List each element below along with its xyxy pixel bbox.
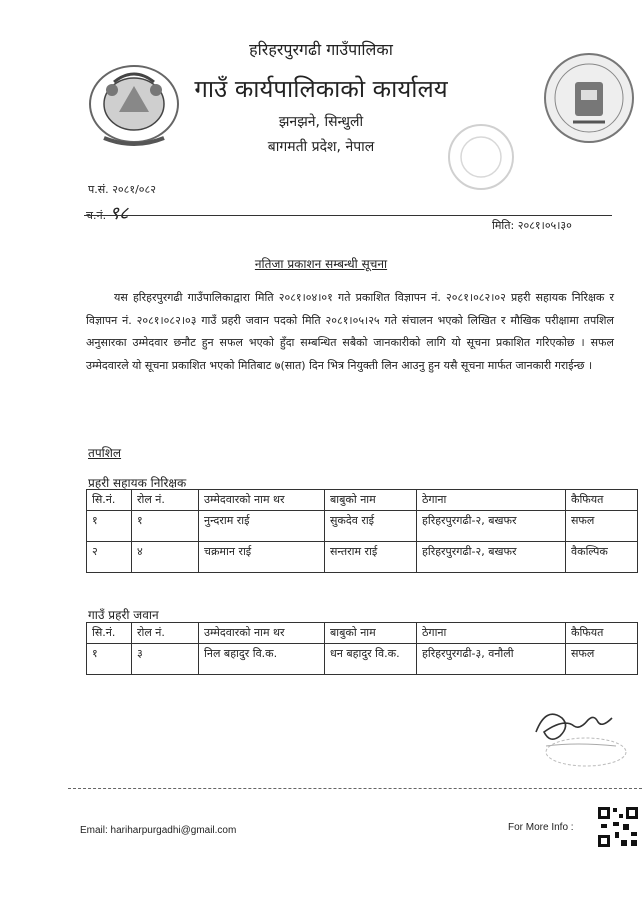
- col-name: उम्मेदवारको नाम थर: [199, 490, 325, 511]
- notice-title: नतिजा प्रकाशन सम्बन्धी सूचना: [254, 257, 388, 271]
- ref-ps: [88, 182, 156, 197]
- cell: सफल: [566, 644, 638, 675]
- ref-rule: [84, 215, 612, 216]
- cell: २: [87, 542, 132, 573]
- footer-email: Email: hariharpurgadhi@gmail.com: [80, 825, 237, 836]
- table-header-row: [87, 623, 638, 644]
- cell: नुन्दराम राई: [199, 511, 325, 542]
- cell: वैकल्पिक: [566, 542, 638, 573]
- cell: हरिहरपुरगढी-२, बखफर: [417, 542, 566, 573]
- org-name: हरिहरपुरगढी गाउँपालिका: [249, 40, 393, 59]
- col-sn: सि.नं.: [87, 490, 132, 511]
- results-table-2: [86, 622, 638, 675]
- location-line2: बागमती प्रदेश, नेपाल: [267, 139, 375, 155]
- col-father: बाबुको नाम: [325, 623, 417, 644]
- date-label: मिति:: [492, 219, 515, 232]
- cell: हरिहरपुरगढी-२, बखफर: [417, 511, 566, 542]
- cn-label: च.नं.: [86, 209, 107, 222]
- col-remarks: कैफियत: [566, 490, 638, 511]
- cell: १: [132, 511, 199, 542]
- table-row: [87, 511, 638, 542]
- table1-caption: प्रहरी सहायक निरिक्षक: [88, 476, 187, 490]
- cell: १: [87, 644, 132, 675]
- faint-stamp: [446, 122, 516, 192]
- cell: सुकदेव राई: [325, 511, 417, 542]
- date-value: २०८१।०५।३०: [517, 219, 572, 232]
- col-father: बाबुको नाम: [325, 490, 417, 511]
- table-row: [87, 542, 638, 573]
- cell: १: [87, 511, 132, 542]
- cn-value: ९८: [109, 203, 129, 224]
- col-address: ठेगाना: [417, 623, 566, 644]
- results-table-1: [86, 489, 638, 573]
- notice-body: यस हरिहरपुरगढी गाउँपालिकाद्वारा मिति २०८१।०४।०१ गते प्रकाशित विज्ञापन नं. २०८१।०८२।०२ प्रहरी सहायक निरिक्षक र विज्ञापन नं. २०८१।०८२।०३ गाउँ प्रहरी जवान पदको मिति २०८१।०५।२५ गते संचालन भएको लिखित र मौखिक परीक्षामा तपशिल अनुसारका उम्मेदवार छनौट हुन सफल भएको हुँदा सम्बन्धित सबैको जानकारीको लागि यो सूचना प्रकाशित गरिएकोछ । सफल उम्मेदवारले यो सूचना प्रकाशित भएको मितिबाट ७(सात) दिन भित्र नियुक्ती लिन आउनु हुन यसै सूचना मार्फत जानकारी गराईन्छ ।: [86, 291, 614, 372]
- signature: [524, 694, 634, 774]
- col-roll: रोल नं.: [132, 490, 199, 511]
- cell: धन बहादुर वि.क.: [325, 644, 417, 675]
- table2-caption: गाउँ प्रहरी जवान: [88, 608, 159, 622]
- col-address: ठेगाना: [417, 490, 566, 511]
- cell: ४: [132, 542, 199, 573]
- table-row: [87, 644, 638, 675]
- location-line1: झनझने, सिन्धुली: [278, 114, 364, 130]
- office-name: गाउँ कार्यपालिकाको कार्यालय: [194, 75, 448, 103]
- qr-code-icon: [597, 806, 639, 848]
- col-roll: रोल नं.: [132, 623, 199, 644]
- footer-more-info: For More Info :: [508, 822, 574, 833]
- cell: सन्तराम राई: [325, 542, 417, 573]
- cell: ३: [132, 644, 199, 675]
- ps-label: प.सं.: [88, 183, 109, 196]
- col-name: उम्मेदवारको नाम थर: [199, 623, 325, 644]
- ref-date: [492, 218, 572, 233]
- col-remarks: कैफियत: [566, 623, 638, 644]
- cell: चक्रमान राई: [199, 542, 325, 573]
- table-header-row: [87, 490, 638, 511]
- cell: हरिहरपुरगढी-३, वनौली: [417, 644, 566, 675]
- cell: सफल: [566, 511, 638, 542]
- ps-value: २०८१/०८२: [112, 183, 156, 196]
- col-sn: सि.नं.: [87, 623, 132, 644]
- tapsil-label: तपशिल: [88, 446, 122, 460]
- ref-cn: [86, 201, 128, 225]
- cell: निल बहादुर वि.क.: [199, 644, 325, 675]
- footer-rule: [68, 788, 642, 789]
